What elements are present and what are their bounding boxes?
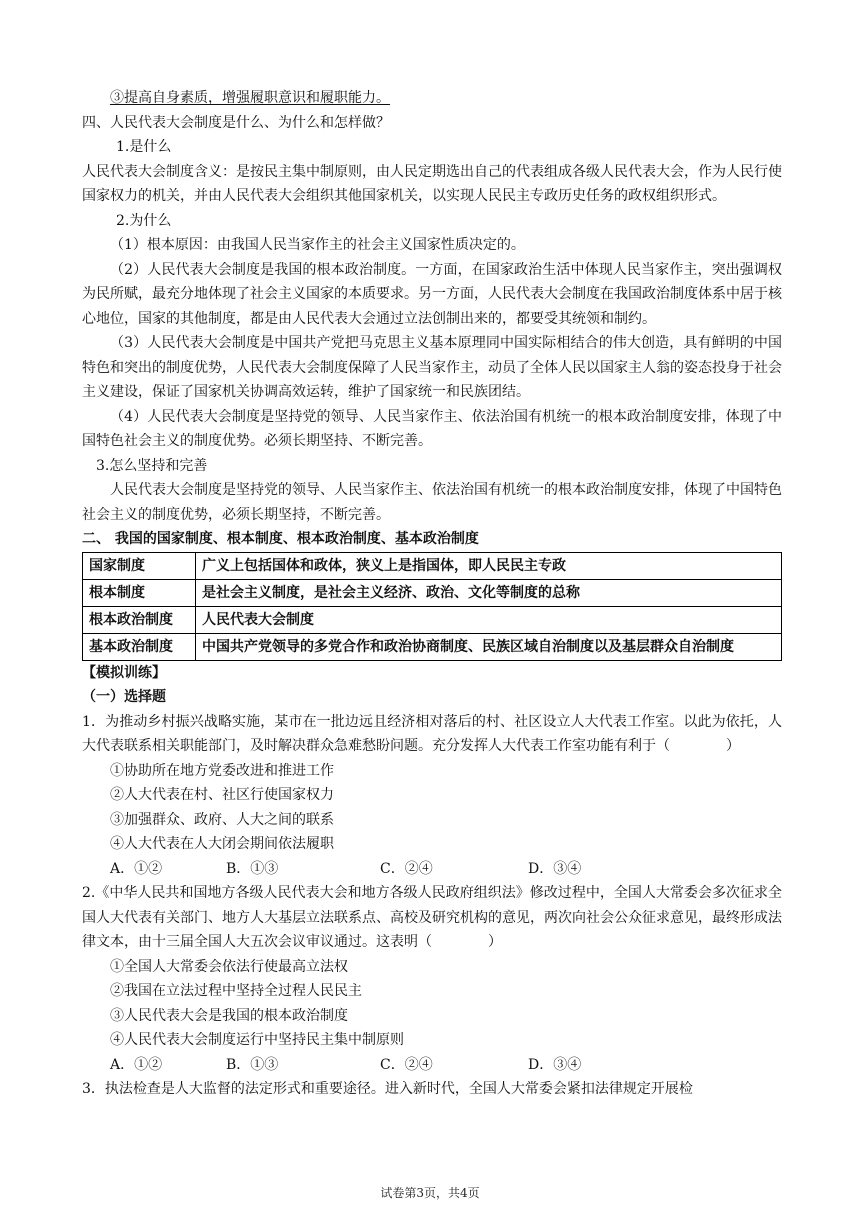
top-line: ③提高自身素质，增强履职意识和履职能力。 xyxy=(110,90,390,106)
choice-b: B．①③ xyxy=(226,1056,279,1073)
q1-option: ①协助所在地方党委改进和推进工作 xyxy=(110,762,334,779)
what-text: 人民代表大会制度含义：是按民主集中制原则，由人民定期选出自己的代表组成各级人民代表大会，作为人民行使国家权力的机关，并由人民代表大会组织其他国家机关，以实现人民民主专政历史任务的政权组织形式。 xyxy=(82,163,782,204)
systems-table xyxy=(82,552,782,661)
why-item-2: （2）人民代表大会制度是我国的根本政治制度。一方面，在国家政治生活中体现人民当家作主，突出强调权为民所赋，最充分地体现了社会主义国家的本质要求。另一方面，人民代表大会制度在我国政治制度体系中居于核心地位，国家的其他制度，都是由人民代表大会通过立法创制出来的，都要受其统领和制约。 xyxy=(82,261,782,327)
q2-stem: 2.《中华人民共和国地方各级人民代表大会和地方各级人民政府组织法》修改过程中，全国人大常委会多次征求全国人大代表有关部门、地方人大基层立法联系点、高校及研究机构的意见，两次向社会公众征求意见，最终形成法律文本，由十三届全国人大五次会议审议通过。这表明（ ） xyxy=(82,885,782,950)
row-value: 广义上包括国体和政体，狭义上是指国体，即人民民主专政 xyxy=(196,552,782,579)
why-item-1: （1）根本原因：由我国人民当家作主的社会主义国家性质决定的。 xyxy=(110,237,525,253)
q2-option: ③人民代表大会是我国的根本政治制度 xyxy=(110,1007,348,1024)
choice-c: C．②④ xyxy=(380,1056,433,1073)
section2-title: 二、 我国的国家制度、根本制度、根本政治制度、基本政治制度 xyxy=(82,531,479,547)
row-value: 人民代表大会制度 xyxy=(196,606,782,633)
row-key: 根本政治制度 xyxy=(83,606,196,633)
table-row xyxy=(83,606,782,633)
q1-option: ④人大代表在人大闭会期间依法履职 xyxy=(110,836,334,852)
q1-option: ③加强群众、政府、人大之间的联系 xyxy=(110,811,334,828)
q2-option: ①全国人大常委会依法行使最高立法权 xyxy=(110,958,348,975)
training-subtitle: （一）选择题 xyxy=(82,689,166,705)
choice-a: A．①② xyxy=(110,1056,163,1073)
choice-b: B．①③ xyxy=(226,860,279,877)
row-value: 中国共产党领导的多党合作和政治协商制度、民族区域自治制度以及基层群众自治制度 xyxy=(196,633,782,660)
why-heading: 2.为什么 xyxy=(116,212,172,229)
why-item-3: （3）人民代表大会制度是中国共产党把马克思主义基本原理同中国实际相结合的伟大创造，具有鲜明的中国特色和突出的制度优势，人民代表大会制度保障了人民当家作主，动员了全体人民以国家主人翁的姿态投身于社会主义建设，保证了国家机关协调高效运转，维护了国家统一和民族团结。 xyxy=(82,335,782,400)
choice-c: C．②④ xyxy=(380,860,433,877)
row-key: 国家制度 xyxy=(83,552,196,579)
table-row xyxy=(83,552,782,579)
q2-option: ②我国在立法过程中坚持全过程人民民主 xyxy=(110,983,362,999)
table-row xyxy=(83,633,782,660)
page-content xyxy=(82,86,782,1102)
q2-choices xyxy=(82,1053,782,1078)
choice-d: D．③④ xyxy=(528,1056,582,1073)
q1-option: ②人大代表在村、社区行使国家权力 xyxy=(110,787,334,803)
why-item-4: （4）人民代表大会制度是坚持党的领导、人民当家作主、依法治国有机统一的根本政治制度安排，体现了中国特色社会主义的制度优势。必须长期坚持、不断完善。 xyxy=(82,408,782,449)
table-row xyxy=(83,579,782,606)
training-title: 【模拟训练】 xyxy=(82,664,166,681)
q1-choices xyxy=(82,857,782,882)
q1-stem: 1．为推动乡村振兴战略实施，某市在一批边远且经济相对落后的村、社区设立人大代表工作室。以此为依托，人大代表联系相关职能部门，及时解决群众急难愁盼问题。充分发挥人大代表工作室功能有利于（ ） xyxy=(82,713,782,754)
how-heading: 3.怎么坚持和完善 xyxy=(96,457,208,474)
row-key: 基本政治制度 xyxy=(83,633,196,660)
row-key: 根本制度 xyxy=(83,579,196,606)
how-text: 人民代表大会制度是坚持党的领导、人民当家作主、依法治国有机统一的根本政治制度安排，体现了中国特色社会主义的制度优势，必须长期坚持，不断完善。 xyxy=(82,482,782,523)
q2-option: ④人民代表大会制度运行中坚持民主集中制原则 xyxy=(110,1032,404,1048)
choice-a: A．①② xyxy=(110,860,163,877)
what-heading: 1.是什么 xyxy=(116,139,172,155)
row-value: 是社会主义制度，是社会主义经济、政治、文化等制度的总称 xyxy=(196,579,782,606)
q3-start: 3．执法检查是人大监督的法定形式和重要途径。进入新时代，全国人大常委会紧扣法律规定开展检 xyxy=(82,1081,693,1097)
choice-d: D．③④ xyxy=(528,860,582,877)
section4-title: 四、人民代表大会制度是什么、为什么和怎样做？ xyxy=(82,114,390,131)
page-footer: 试卷第3页，共4页 xyxy=(380,1186,480,1200)
